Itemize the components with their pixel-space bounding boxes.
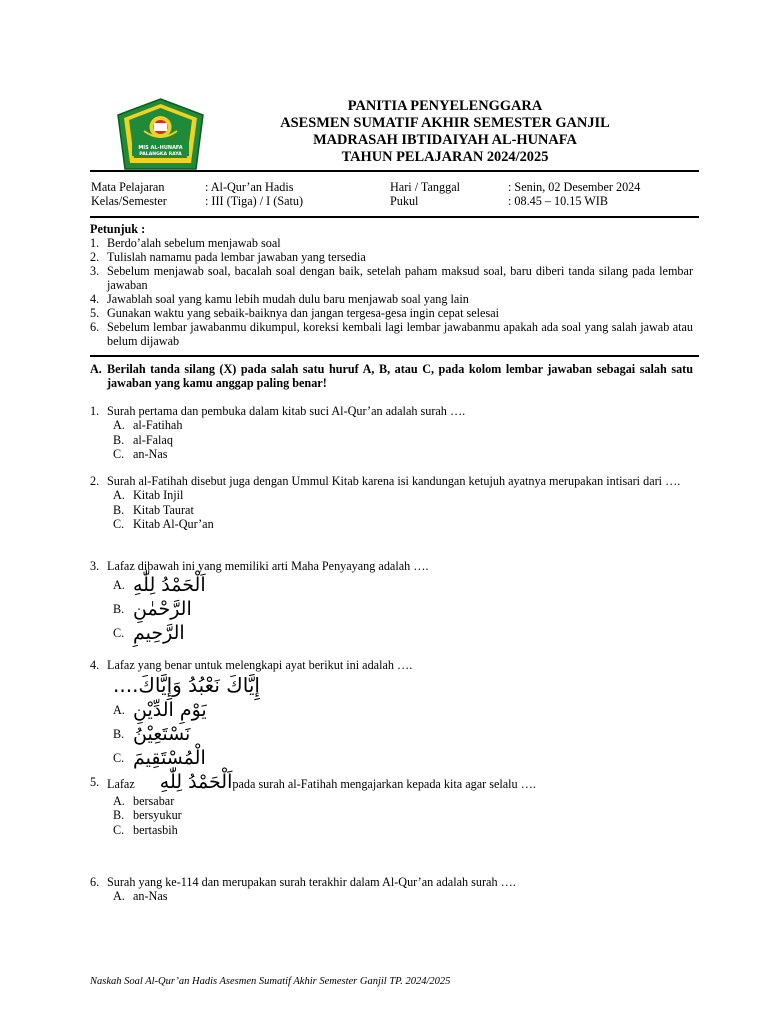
verse-prompt: إِيَّاكَ نَعْبُدُ وَإِيَّاكَ.... bbox=[113, 673, 260, 698]
option-b: B. Kitab Taurat bbox=[113, 502, 194, 517]
time-label: Pukul bbox=[390, 194, 419, 208]
option-c: C. الرَّحِيمِ bbox=[113, 622, 185, 645]
logo-text-line1: MIS AL-HUNAFA bbox=[138, 145, 183, 151]
option-b: B. الرَّحْمٰنِ bbox=[113, 598, 192, 621]
logo-text-line2: PALANGKA RAYA bbox=[139, 152, 182, 157]
instruction-item: 6. Sebelum lembar jawabanmu dikumpul, koreksi kembali lagi lembar jawabanmu apakah ada soal yang salah jawab atau belum dijawab bbox=[90, 320, 693, 348]
option-b: B. bersyukur bbox=[113, 808, 182, 823]
school-logo bbox=[116, 97, 205, 171]
q5-text: pada surah al-Fatihah mengajarkan kepada kita agar selalu …. bbox=[232, 777, 536, 791]
time-value: : 08.45 – 10.15 WIB bbox=[508, 194, 608, 208]
header-line-3: MADRASAH IBTIDAIYAH AL-HUNAFA bbox=[313, 132, 577, 148]
question-6: 6. Surah yang ke-114 dan merupakan surah terakhir dalam Al-Qur’an adalah surah …. A. an-Nas bbox=[90, 875, 693, 904]
instruction-item: 3. Sebelum menjawab soal, bacalah soal dengan baik, setelah paham maksud soal, baru diberi tanda silang pada lembar jawaban bbox=[90, 264, 693, 292]
subject-label: Mata Pelajaran bbox=[91, 180, 165, 194]
info-divider bbox=[90, 216, 699, 218]
subject-value: : Al-Qur’an Hadis bbox=[205, 180, 294, 194]
option-c: C. an-Nas bbox=[113, 446, 168, 461]
class-label: Kelas/Semester bbox=[91, 194, 167, 208]
option-a: A. bersabar bbox=[113, 794, 175, 808]
exam-header bbox=[210, 98, 680, 166]
instructions-divider bbox=[90, 355, 699, 357]
question-3: 3. Lafaz dibawah ini yang memiliki arti Maha Penyayang adalah …. A. اَلْحَمْدُ لِلّٰهِ B. الرَّحْمٰنِ C. الرَّحِيمِ bbox=[90, 559, 693, 645]
option-c: C. الْمُسْتَقِيمَ bbox=[113, 747, 206, 770]
option-c: C. Kitab Al-Qur’an bbox=[113, 516, 214, 531]
header-line-4: TAHUN PELAJARAN 2024/2025 bbox=[341, 149, 549, 165]
day-label: Hari / Tanggal bbox=[390, 180, 460, 194]
class-value: : III (Tiga) / I (Satu) bbox=[205, 194, 304, 208]
instructions bbox=[90, 222, 693, 348]
instructions-title: Petunjuk : bbox=[90, 222, 146, 236]
header-line-2: ASESMEN SUMATIF AKHIR SEMESTER GANJIL bbox=[280, 115, 610, 131]
option-b: B. al-Falaq bbox=[113, 432, 173, 447]
day-value: : Senin, 02 Desember 2024 bbox=[508, 180, 641, 194]
option-a: A. Kitab Injil bbox=[113, 488, 184, 503]
instruction-item: 1. Berdo’alah sebelum menjawab soal bbox=[90, 236, 281, 250]
q5-lead: Lafaz bbox=[107, 777, 135, 791]
question-1: 1. Surah pertama dan pembuka dalam kitab suci Al-Qur’an adalah surah …. A. al-Fatihah B. al-Falaq C. an-Nas bbox=[90, 404, 693, 461]
option-a: A. يَوْمِ الدِّيْنِ bbox=[113, 699, 207, 722]
instruction-item: 4. Jawablah soal yang kamu lebih mudah dulu baru menjawab soal yang lain bbox=[90, 292, 469, 306]
option-b: B. نَسْتَعِيْنُ bbox=[113, 723, 191, 746]
option-c: C. bertasbih bbox=[113, 822, 178, 837]
question-5: 5. Lafaz اَلْحَمْدُ لِلّٰهِpada surah al-Fatihah mengajarkan kepada kita agar selalu …. A. bersabar B. bersyukur C. bertasbih bbox=[90, 770, 693, 837]
header-line-1: PANITIA PENYELENGGARA bbox=[347, 98, 543, 114]
question-2: 2. Surah al-Fatihah disebut juga dengan Ummul Kitab karena isi kandungan ketujuh ayatnya merupakan intisari dari …. A. Kitab Injil B. Kitab Taurat C. Kitab Al-Qur’an bbox=[90, 474, 693, 531]
header-divider bbox=[90, 170, 699, 172]
section-a-instruction: A. Berilah tanda silang (X) pada salah satu huruf A, B, atau C, pada kolom lembar jawaban sebagai salah satu jawaban yang kamu anggap paling benar! bbox=[90, 362, 693, 390]
option-a: A. an-Nas bbox=[113, 889, 168, 904]
q5-arabic: اَلْحَمْدُ لِلّٰهِ bbox=[159, 771, 233, 793]
instruction-item: 2. Tulislah namamu pada lembar jawaban yang tersedia bbox=[90, 250, 366, 264]
option-a: A. al-Fatihah bbox=[113, 418, 183, 433]
page-footer: Naskah Soal Al-Qur’an Hadis Asesmen Sumatif Akhir Semester Ganjil TP. 2024/2025 bbox=[90, 976, 451, 987]
instruction-item: 5. Gunakan waktu yang sebaik-baiknya dan jangan tergesa-gesa ingin cepat selesai bbox=[90, 306, 499, 320]
question-4: 4. Lafaz yang benar untuk melengkapi ayat berikut ini adalah …. إِيَّاكَ نَعْبُدُ وَإِيَّاكَ.... A. يَوْمِ الدِّيْنِ B. نَسْتَعِيْنُ C. الْمُسْتَقِيمَ bbox=[90, 658, 693, 770]
option-a: A. اَلْحَمْدُ لِلّٰهِ bbox=[113, 574, 206, 597]
